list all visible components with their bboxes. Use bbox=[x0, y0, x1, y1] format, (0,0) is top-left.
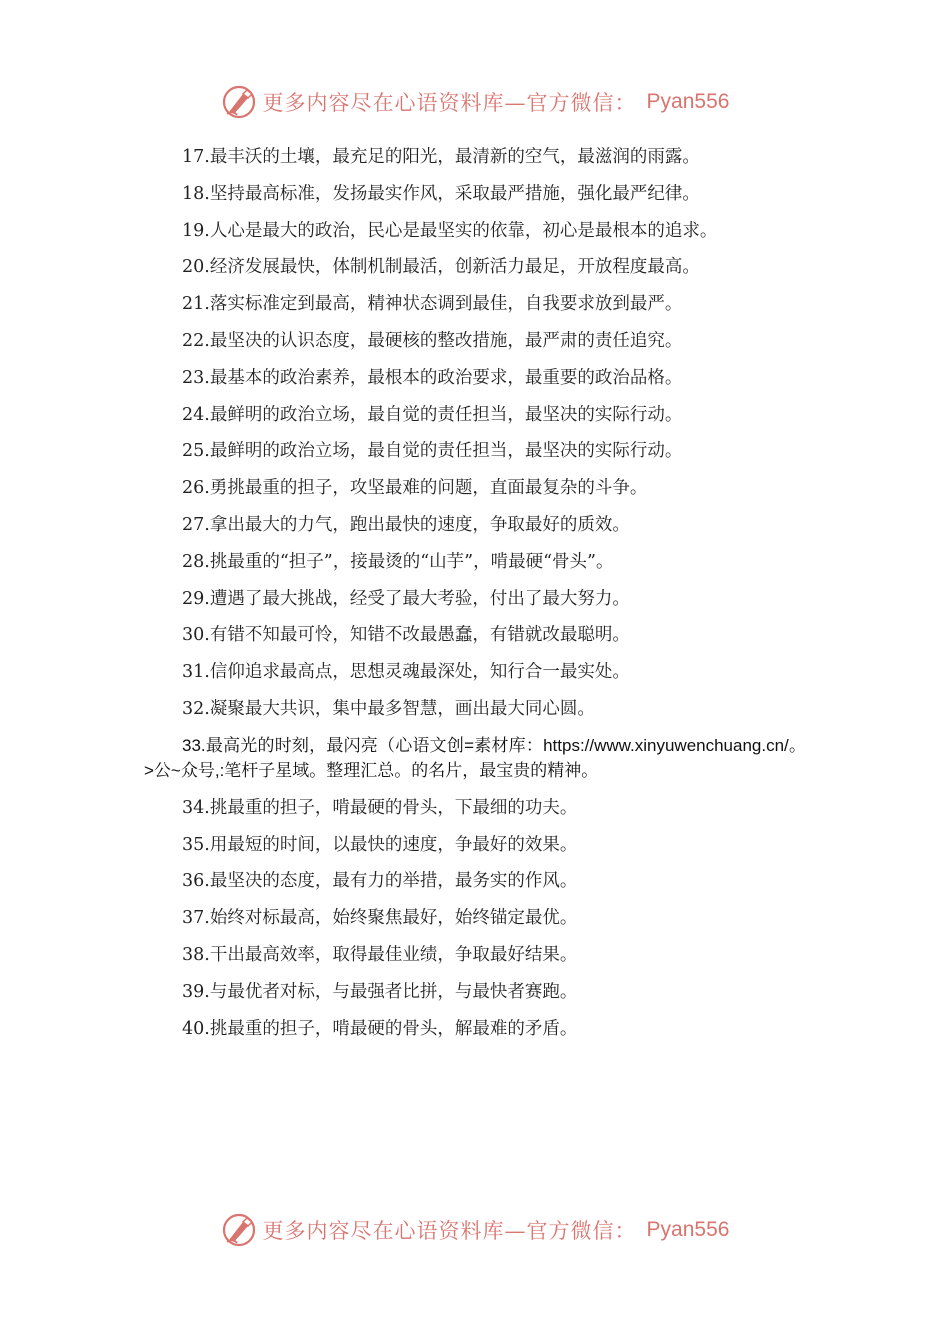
list-item: 26.勇挑最重的担子，攻坚最难的问题，直面最复杂的斗争。 bbox=[182, 478, 648, 499]
list-item: 19.人心是最大的政治，民心是最坚实的依靠，初心是最根本的追求。 bbox=[182, 220, 718, 241]
pen-writing-logo-icon bbox=[221, 1212, 257, 1248]
footer-banner-text: 更多内容尽在心语资料库—官方微信： bbox=[262, 1219, 637, 1243]
list-item: 23.最基本的政治素养，最根本的政治要求，最重要的政治品格。 bbox=[182, 367, 683, 388]
list-item: 20.经济发展最快，体制机制最活，创新活力最足，开放程度最高。 bbox=[182, 257, 700, 278]
list-item: 28.挑最重的“担子”，接最烫的“山芋”，啃最硬“骨头”。 bbox=[182, 551, 614, 572]
list-item: 31.信仰追求最高点，思想灵魂最深处，知行合一最实处。 bbox=[182, 662, 630, 683]
list-item: 36.最坚决的态度，最有力的举措，最务实的作风。 bbox=[182, 871, 578, 892]
list-item: 30.有错不知最可怜，知错不改最愚蠢，有错就改最聪明。 bbox=[182, 625, 630, 646]
list-item-33-paragraph: 33.最高光的时刻，最闪亮（心语文创=素材库：https://www.xinyuwenchuang.cn/。>公~众号,:笔杆子星域。整理汇总。的名片，最宝贵的精神。 bbox=[144, 735, 806, 781]
header-banner-text: 更多内容尽在心语资料库—官方微信： bbox=[262, 91, 637, 115]
list-item: 38.干出最高效率，取得最佳业绩，争取最好结果。 bbox=[182, 944, 578, 965]
list-item: 39.与最优者对标，与最强者比拼，与最快者赛跑。 bbox=[182, 981, 578, 1002]
list-item: 37.始终对标最高，始终聚焦最好，始终锚定最优。 bbox=[182, 908, 578, 929]
list-item: 29.遭遇了最大挑战，经受了最大考验，付出了最大努力。 bbox=[182, 588, 630, 609]
list-item: 35.用最短的时间，以最快的速度，争最好的效果。 bbox=[182, 834, 578, 855]
list-item: 18.坚持最高标准，发扬最实作风，采取最严措施，强化最严纪律。 bbox=[182, 183, 700, 204]
footer-wechat-id: Pyan556 bbox=[646, 1218, 730, 1241]
list-item: 32.凝聚最大共识，集中最多智慧，画出最大同心圆。 bbox=[182, 698, 595, 719]
header-banner bbox=[0, 82, 950, 122]
list-item: 22.最坚决的认识态度，最硬核的整改措施，最严肃的责任追究。 bbox=[182, 330, 683, 351]
header-wechat-id: Pyan556 bbox=[646, 90, 730, 113]
list-item: 24.最鲜明的政治立场，最自觉的责任担当，最坚决的实际行动。 bbox=[182, 404, 683, 425]
footer-banner bbox=[0, 1210, 950, 1250]
list-item: 17.最丰沃的土壤，最充足的阳光，最清新的空气，最滋润的雨露。 bbox=[182, 147, 700, 167]
pen-writing-logo-icon bbox=[221, 84, 257, 120]
list-item: 25.最鲜明的政治立场，最自觉的责任担当，最坚决的实际行动。 bbox=[182, 441, 683, 462]
list-item: 40.挑最重的担子，啃最硬的骨头，解最难的矛盾。 bbox=[182, 1018, 578, 1039]
list-item: 27.拿出最大的力气，跑出最快的速度，争取最好的质效。 bbox=[182, 514, 630, 535]
list-item: 21.落实标准定到最高，精神状态调到最佳，自我要求放到最严。 bbox=[182, 294, 683, 315]
document-body bbox=[144, 139, 806, 1047]
list-item: 34.挑最重的担子，啃最硬的骨头，下最细的功夫。 bbox=[182, 797, 578, 818]
